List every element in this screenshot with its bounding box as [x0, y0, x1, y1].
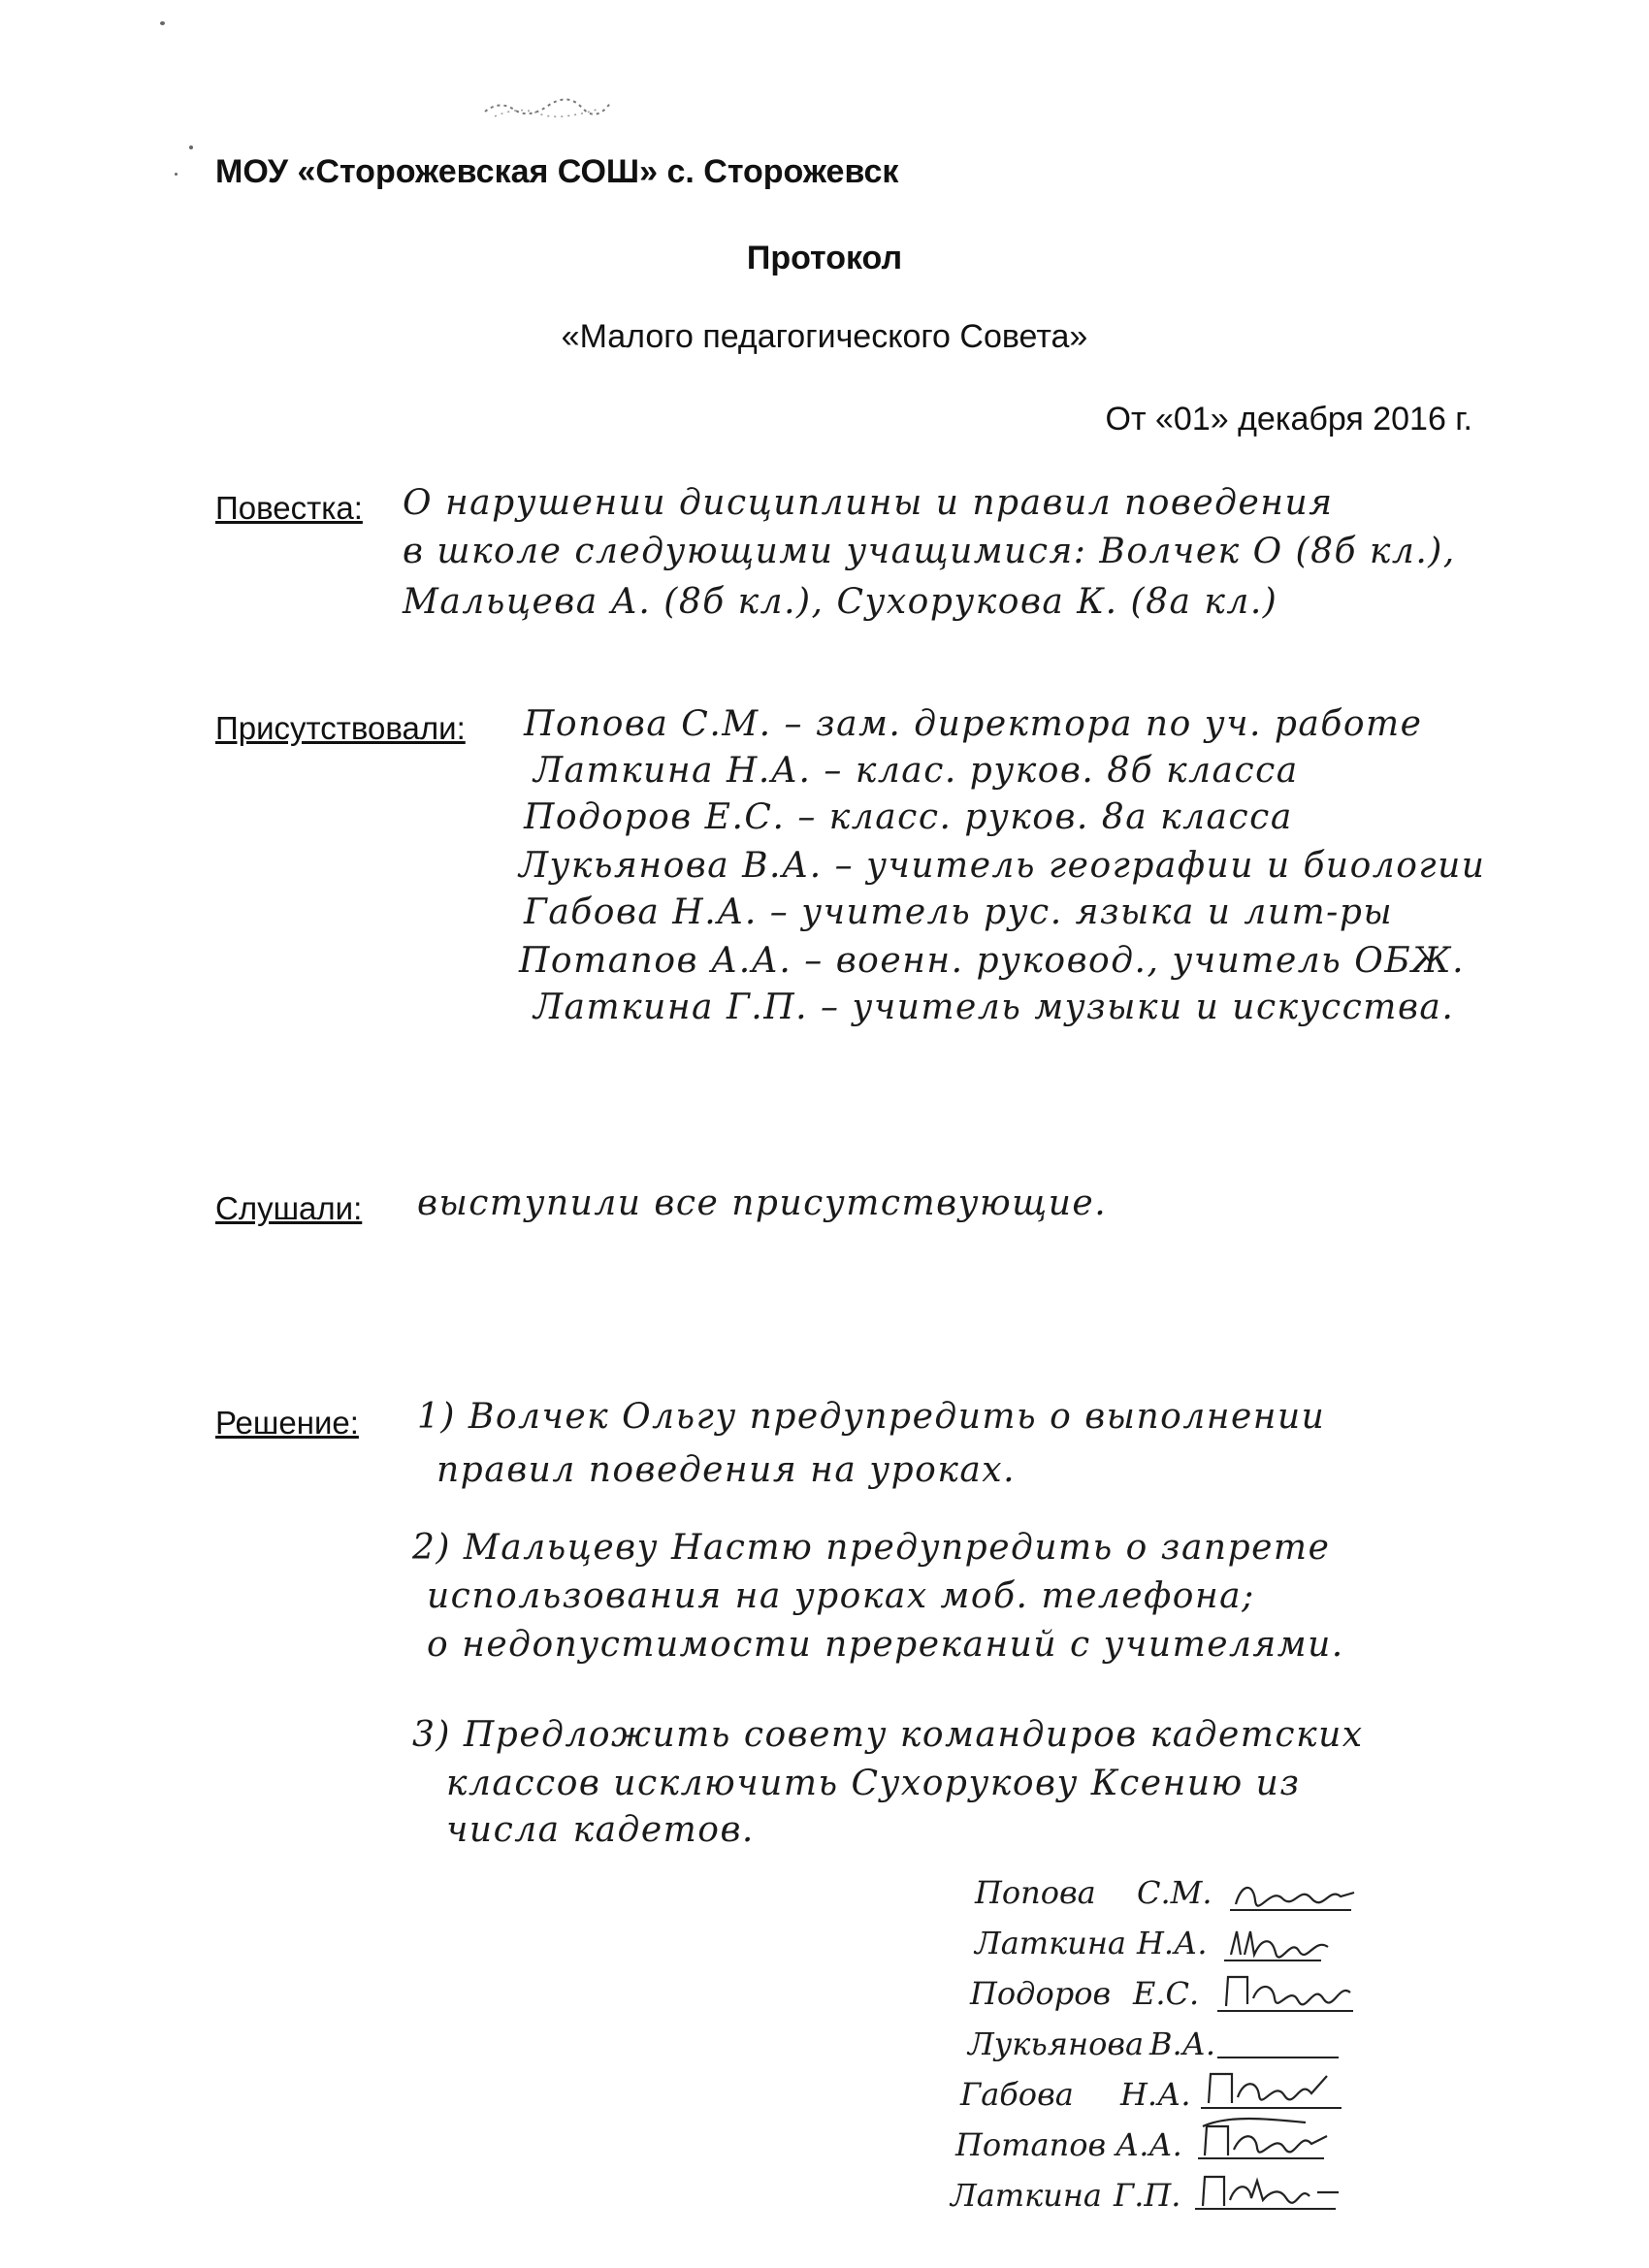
present-line: Попова С.М. – зам. директора по уч. работе — [524, 704, 1423, 744]
signatory-initials: Е.С. — [1133, 1975, 1200, 2012]
present-line: Подоров Е.С. – класс. руков. 8а класса — [524, 797, 1293, 837]
heard-text: выступили все присутствующие. — [417, 1183, 1108, 1223]
signatory-name: Лукьянова — [968, 2025, 1145, 2062]
signatory-initials: В.А. — [1149, 2025, 1216, 2062]
decision-line: числа кадетов. — [446, 1810, 755, 1850]
handwritten-signature — [1232, 1877, 1358, 1912]
decision-line: использования на уроках моб. телефона; — [427, 1576, 1255, 1616]
agenda-line: в школе следующими учащимися: Волчек О (8б кл.), — [403, 532, 1456, 571]
signatory-name: Латкина — [951, 2177, 1102, 2214]
present-line: Латкина Н.А. – клас. руков. 8б класса — [534, 751, 1299, 791]
scan-speck — [160, 21, 165, 25]
school-name: МОУ «Сторожевская СОШ» с. Сторожевск — [215, 153, 899, 190]
present-line: Латкина Г.П. – учитель музыки и искусства. — [534, 988, 1455, 1027]
decision-line: правил поведения на уроках. — [436, 1450, 1017, 1490]
present-label: Присутствовали: — [215, 710, 466, 746]
present-line: Лукьянова В.А. – учитель географии и биологии — [519, 846, 1486, 886]
signatory-initials: Н.А. — [1137, 1925, 1208, 1961]
decision-line: о недопустимости пререканий с учителями. — [427, 1625, 1344, 1665]
signatory-name: Попова — [975, 1874, 1096, 1911]
document-date: От «01» декабря 2016 г. — [1105, 401, 1472, 437]
signatory-initials: Н.А. — [1120, 2076, 1191, 2113]
signatory-initials: Г.П. — [1114, 2177, 1181, 2214]
document-subtitle: «Малого педагогического Совета» — [561, 318, 1088, 355]
heard-label: Слушали: — [215, 1190, 363, 1226]
agenda-line: Мальцева А. (8б кл.), Сухорукова К. (8а кл.) — [403, 582, 1278, 622]
scan-speck — [189, 146, 193, 149]
handwritten-signature — [1199, 2117, 1335, 2161]
handwritten-signature — [1197, 2169, 1342, 2212]
signatory-name: Потапов — [955, 2126, 1107, 2163]
signatory-initials: А.А. — [1116, 2126, 1182, 2163]
handwritten-signature — [1227, 1926, 1334, 1962]
signatory-name: Габова — [960, 2076, 1074, 2113]
scan-smudge — [480, 92, 616, 121]
handwritten-signature — [1220, 1969, 1356, 2012]
signature-line — [1217, 2057, 1339, 2058]
scan-speck — [175, 173, 178, 176]
decision-line: 1) Волчек Ольгу предупредить о выполнении — [417, 1397, 1326, 1437]
signatory-name: Подоров — [970, 1975, 1112, 2012]
decision-line: 2) Мальцеву Настю предупредить о запрете — [412, 1528, 1331, 1568]
document-title: Протокол — [746, 240, 903, 276]
decision-label: Решение: — [215, 1405, 359, 1441]
signatory-name: Латкина — [975, 1925, 1126, 1961]
decision-line: 3) Предложить совету командиров кадетских — [412, 1715, 1364, 1755]
present-line: Потапов А.А. – военн. руковод., учитель ОБЖ. — [519, 941, 1466, 981]
agenda-line: О нарушении дисциплины и правил поведения — [403, 483, 1334, 523]
decision-line: классов исключить Сухорукову Ксению из — [446, 1764, 1301, 1803]
signatory-initials: С.М. — [1137, 1874, 1212, 1911]
handwritten-signature — [1203, 2066, 1339, 2109]
agenda-label: Повестка: — [215, 490, 363, 526]
present-line: Габова Н.А. – учитель рус. языка и лит-ры — [524, 892, 1394, 932]
